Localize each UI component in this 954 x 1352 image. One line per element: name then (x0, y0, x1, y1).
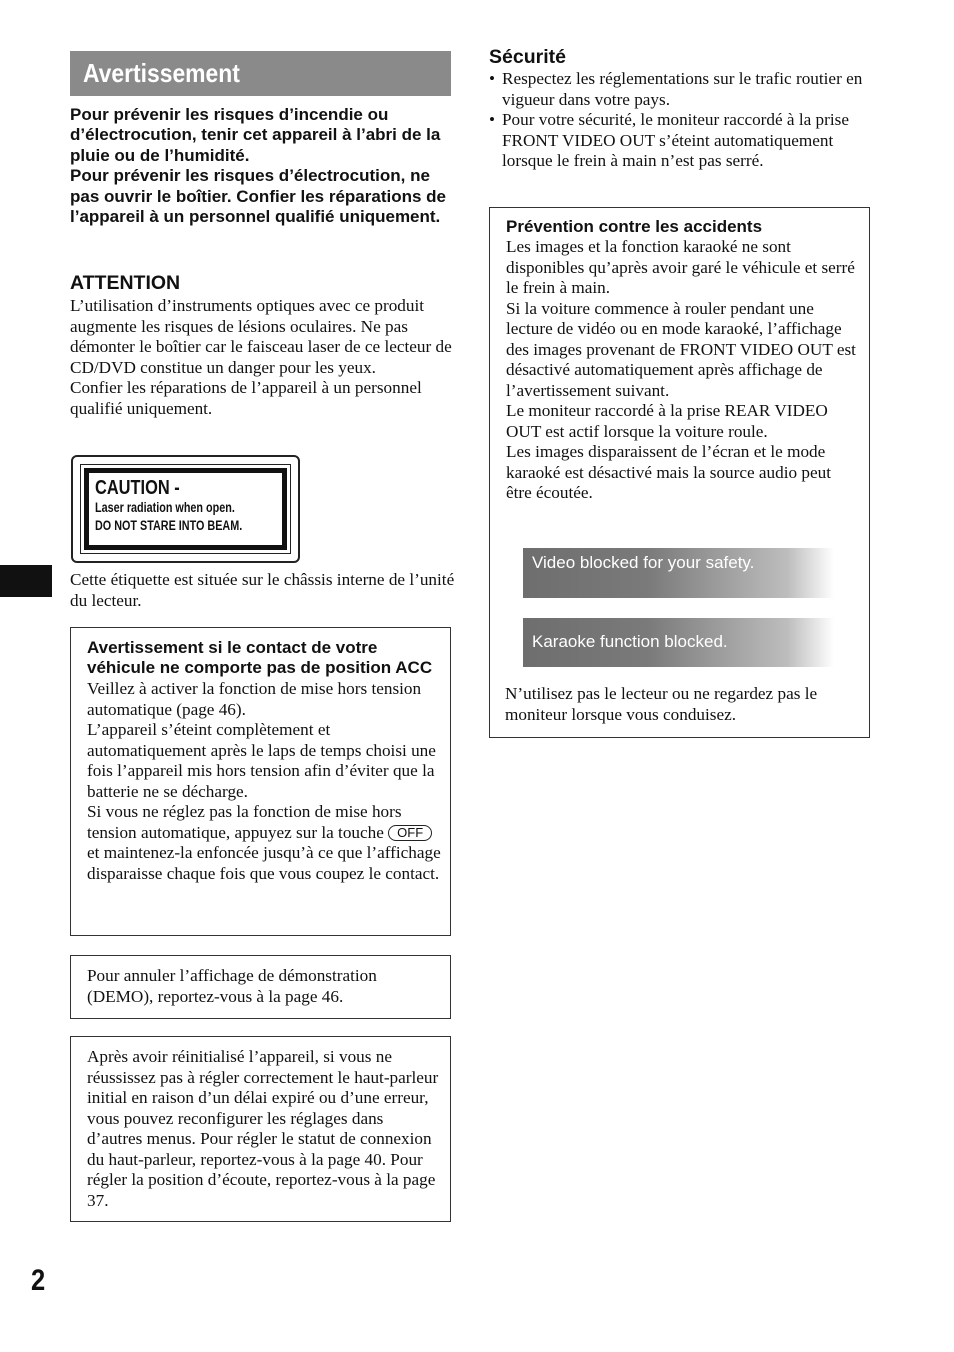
demo-note: Pour annuler l’affichage de démonstration (DEMO), reportez-vous à la page 46. (87, 966, 377, 1006)
attention-body (70, 296, 455, 419)
caution-line: DO NOT STARE INTO BEAM. (95, 518, 243, 533)
caution-line: Laser radiation when open. (95, 500, 235, 515)
acc-paragraph: Si vous ne réglez pas la fonction de mise hors tension automatique, appuyez sur la touche OFF et maintenez-la enfoncée jusqu’à ce que l’affichage disparaisse chaque fois que vous coupez le contact. (87, 802, 441, 883)
fire-shock-warning (70, 105, 452, 227)
acc-paragraph: Veillez à activer la fonction de mise hors tension automatique (page 46). (87, 679, 422, 719)
karaoke-blocked-screen-message: Karaoke function blocked. (523, 618, 834, 667)
list-item: • Pour votre sécurité, le moniteur raccordé à la prise FRONT VIDEO OUT s’éteint automatiquement lorsque le frein à main n’est pas serré. (489, 110, 849, 170)
security-list (489, 69, 864, 172)
off-key-icon: OFF (388, 825, 432, 841)
reset-note-box (70, 1036, 451, 1222)
chapter-tab-marker (0, 565, 52, 597)
reset-note: Après avoir réinitialisé l’appareil, si vous ne réussissez pas à régler correctement le haut-parleur initial en raison d’un délai expiré ou d’une erreur, vous pouvez reconfigurer les réglages dans d’autres menus. Pour régler le statut de connexion du haut-parleur, reportez-vous à la page 40. Pour régler la position d’écoute, reportez-vous à la page 37. (87, 1047, 439, 1210)
warning-casing: Pour prévenir les risques d’électrocution, ne pas ouvrir le boîtier. Confier les réparations de l’appareil à un personnel qualifié uniquement. (70, 166, 447, 227)
section-title: Avertissement (83, 58, 240, 88)
attention-heading: ATTENTION (70, 272, 181, 294)
attention-paragraph: Confier les réparations de l’appareil à un personnel qualifié uniquement. (70, 378, 422, 418)
accident-heading: Prévention contre les accidents (506, 217, 763, 236)
acc-warning-box (70, 627, 451, 936)
warning-rain: Pour prévenir les risques d’incendie ou d’électrocution, tenir cet appareil à l’abri de la pluie ou de l’humidité. (70, 105, 441, 165)
caution-title: CAUTION - (95, 477, 180, 499)
accident-paragraph: Les images disparaissent de l’écran et le mode karaoké est désactivé mais la source audio peut être écoutée. (506, 442, 832, 502)
acc-paragraph: L’appareil s’éteint complètement et automatiquement après le laps de temps choisi une fois l’appareil mis hors tension afin d’éviter que la batterie ne se décharge. (87, 720, 436, 801)
caution-laser-label (71, 455, 300, 563)
security-heading: Sécurité (489, 46, 566, 68)
accident-paragraph: Le moniteur raccordé à la prise REAR VIDEO OUT est actif lorsque la voiture roule. (506, 401, 828, 441)
label-location-note: Cette étiquette est située sur le châssis interne de l’unité du lecteur. (70, 570, 455, 610)
accident-paragraph: Si la voiture commence à rouler pendant une lecture de vidéo ou en mode karaoké, l’affichage des images provenant de FRONT VIDEO OUT est désactivé automatiquement après affichage de l’avertissement suivant. (506, 298, 856, 400)
attention-paragraph: L’utilisation d’instruments optiques avec ce produit augmente les risques de lésions oculaires. Ne pas démonter le boîtier car le faisceau laser de ce lecteur de CD/DVD constitue un danger pour les yeux. (70, 296, 452, 377)
acc-warning-heading: Avertissement si le contact de votre véhicule ne comporte pas de position ACC (87, 638, 433, 677)
driving-warning: N’utilisez pas le lecteur ou ne regardez pas le moniteur lorsque vous conduisez. (505, 684, 818, 724)
video-blocked-screen-message: Video blocked for your safety. (523, 548, 834, 598)
list-item: • Respectez les réglementations sur le trafic routier en vigueur dans votre pays. (489, 69, 863, 109)
section-title-bar (70, 51, 451, 96)
accident-paragraph: Les images et la fonction karaoké ne sont disponibles qu’après avoir garé le véhicule et serré le frein à main. (506, 237, 855, 297)
page-number: 2 (31, 1264, 46, 1297)
demo-note-box (70, 955, 451, 1019)
